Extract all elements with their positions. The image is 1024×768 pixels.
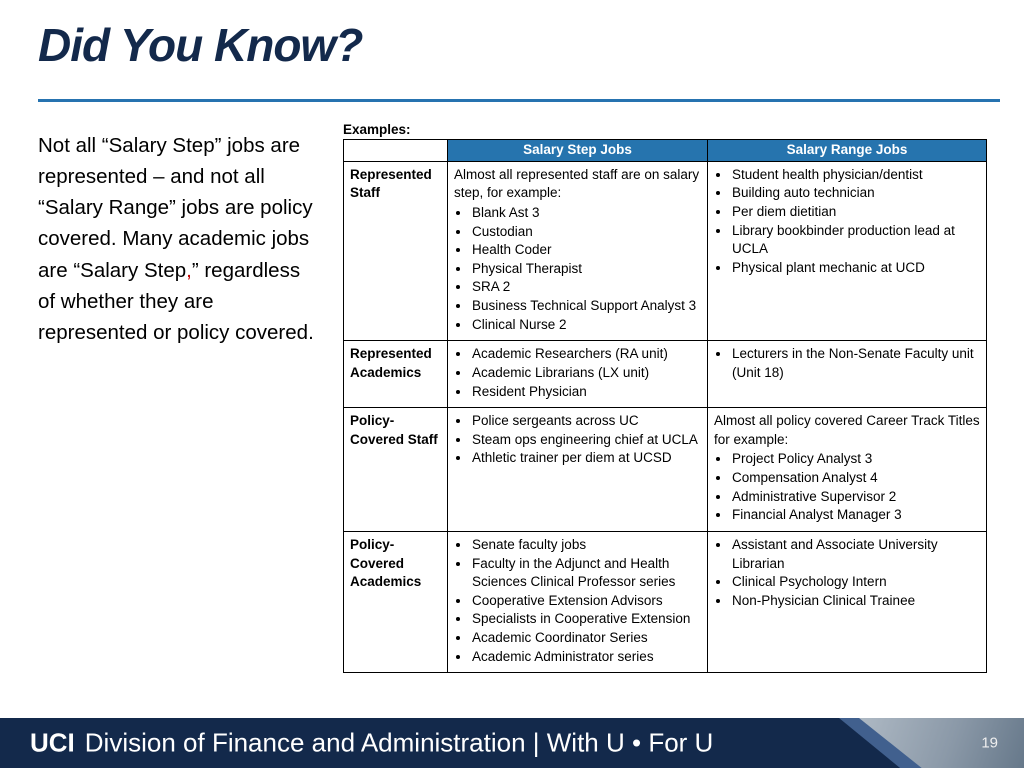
table-row [344, 531, 987, 672]
bullet-item: • Project Policy Analyst 3 [731, 450, 980, 469]
bullet-item: • Per diem dietitian [731, 203, 980, 222]
row-label: Represented Academics [344, 341, 448, 408]
body-text-red-comma: , [186, 258, 192, 282]
bullet-item: • Steam ops engineering chief at UCLA [471, 431, 701, 450]
bullet-item: • Academic Coordinator Series [471, 629, 701, 648]
cell-intro-text: Almost all represented staff are on salary step, for example: [454, 166, 700, 201]
bullet-item: • Physical plant mechanic at UCD [731, 259, 980, 278]
bullet-item: • Financial Analyst Manager 3 [731, 506, 980, 525]
bullet-item: • Athletic trainer per diem at UCSD [471, 449, 701, 468]
table-row [344, 408, 987, 532]
bullet-list [714, 450, 980, 525]
bullet-list [454, 536, 701, 666]
footer-text [30, 728, 713, 759]
body-text-part2: ” regardless of whether they are represented or policy covered. [38, 258, 314, 344]
bullet-item: • Clinical Psychology Intern [731, 573, 980, 592]
bullet-item: • Student health physician/dentist [731, 166, 980, 185]
jobs-comparison-table [343, 139, 987, 673]
bullet-item: • Physical Therapist [471, 260, 701, 279]
table-cell [448, 531, 708, 672]
bullet-item: • Lecturers in the Non-Senate Faculty unit (Unit 18) [731, 345, 980, 382]
bullet-item: • Health Coder [471, 241, 701, 260]
table-row [344, 341, 987, 408]
table-header-empty [344, 140, 448, 162]
page-title: Did You Know? [38, 19, 363, 71]
bullet-item: • Blank Ast 3 [471, 204, 701, 223]
row-label: Represented Staff [344, 161, 448, 341]
footer-division-text: Division of Finance and Administration | With U • For U [84, 727, 714, 758]
bullet-item: • Building auto technician [731, 184, 980, 203]
table-cell [448, 408, 708, 532]
bullet-item: • Police sergeants across UC [471, 412, 701, 431]
bullet-list [454, 204, 701, 334]
table-header-salary-step-jobs: Salary Step Jobs [448, 140, 708, 162]
footer-bar [0, 718, 1024, 768]
bullet-list [714, 166, 980, 278]
bullet-item: • Resident Physician [471, 383, 701, 402]
title-divider [38, 99, 1000, 102]
examples-table-area [343, 122, 986, 673]
table-cell [708, 531, 987, 672]
bullet-item: • Senate faculty jobs [471, 536, 701, 555]
bullet-item: • Academic Librarians (LX unit) [471, 364, 701, 383]
bullet-list [714, 536, 980, 611]
bullet-item: • Library bookbinder production lead at UCLA [731, 222, 980, 259]
cell-intro-text: Almost all policy covered Career Track Titles for example: [714, 413, 980, 447]
examples-label: Examples: [343, 122, 411, 137]
table-cell [708, 341, 987, 408]
row-label: Policy-Covered Academics [344, 531, 448, 672]
table-cell [708, 408, 987, 532]
body-text-part1: Not all “Salary Step” jobs are represented – and not all “Salary Range” jobs are policy covered. Many academic jobs are “Salary Step [38, 134, 313, 282]
bullet-item: • Compensation Analyst 4 [731, 469, 980, 488]
bullet-list [714, 345, 980, 382]
bullet-item: • SRA 2 [471, 278, 701, 297]
table-cell [448, 161, 708, 341]
bullet-item: • Business Technical Support Analyst 3 [471, 297, 701, 316]
table-cell [708, 161, 987, 341]
body-text [38, 130, 316, 348]
bullet-item: • Custodian [471, 223, 701, 242]
table-header-salary-range-jobs: Salary Range Jobs [708, 140, 987, 162]
row-label: Policy-Covered Staff [344, 408, 448, 532]
bullet-item: • Academic Administrator series [471, 648, 701, 667]
bullet-item: • Clinical Nurse 2 [471, 316, 701, 335]
bullet-item: • Specialists in Cooperative Extension [471, 610, 701, 629]
bullet-item: • Administrative Supervisor 2 [731, 488, 980, 507]
table-row [344, 161, 987, 341]
bullet-item: • Faculty in the Adjunct and Health Sciences Clinical Professor series [471, 555, 701, 592]
bullet-list [454, 412, 701, 468]
bullet-item: • Cooperative Extension Advisors [471, 592, 701, 611]
bullet-item: • Academic Researchers (RA unit) [471, 345, 701, 364]
table-cell [448, 341, 708, 408]
uci-logo: UCI [30, 727, 75, 758]
bullet-list [454, 345, 701, 401]
page-number: 19 [981, 734, 998, 752]
table-header-row [344, 140, 987, 162]
bullet-item: • Non-Physician Clinical Trainee [731, 592, 980, 611]
bullet-item: • Assistant and Associate University Librarian [731, 536, 980, 573]
